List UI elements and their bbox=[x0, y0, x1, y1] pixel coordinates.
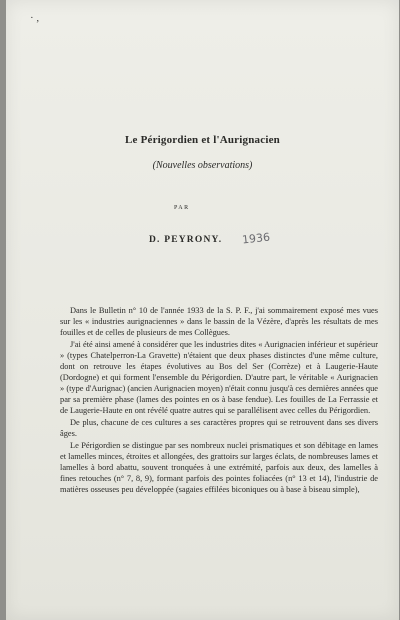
article-subtitle: (Nouvelles observations) bbox=[152, 160, 253, 171]
document-page bbox=[6, 0, 399, 620]
article-body bbox=[60, 305, 378, 495]
paragraph: J'ai été ainsi amené à considérer que les industries dites « Aurignacien inférieur et supérieur » (types Chatelperron-La Gravette) n'étaient que deux phases distinctes d'une même culture, dont on retrouve les étapes évolutives au Bos del Ser (Corrèze) et à Laugerie-Haute (Dordogne) et qui forment l'ensemble du Périgordien. D'autre part, le véritable « Aurignacien » (type d'Aurignac) (ancien Aurignacien moyen) n'était connu jusqu'à ces dernières années que par sa première phase (lames des pointes en os à base fendue). Les fouilles de La Ferrassie et de Laugerie-Haute en ont révélé quatre autres qui se parallélisent avec celles du Périgordien. bbox=[60, 340, 378, 415]
by-label: PAR bbox=[174, 205, 190, 211]
paragraph: De plus, chacune de ces cultures a ses caractères propres qui se retrouvent dans ses divers âges. bbox=[60, 418, 378, 438]
handwritten-note: 1936 bbox=[241, 230, 271, 247]
article-title: Le Périgordien et l'Aurignacien bbox=[125, 134, 280, 146]
author-name: D. PEYRONY. bbox=[149, 235, 223, 245]
page-mark: · , bbox=[30, 12, 40, 24]
paragraph: Le Périgordien se distingue par ses nombreux nuclei prismatiques et son débitage en lames et lamelles minces, étroites et allongées, des grattoirs sur larges éclats, de nombreuses lames et lamelles à bord abattu, souvent tronquées à une extrémité, parfois aux deux, des lamelles à fines retouches (n° 7, 8, 9), formant parfois des pointes foliacées (n° 13 et 14), l'industrie de matières osseuses peu développée (sagaies effilées biconiques ou à base à biseau simple), bbox=[60, 441, 378, 494]
paragraph: Dans le Bulletin n° 10 de l'année 1933 de la S. P. F., j'ai sommairement exposé mes vues sur les « industries aurignaciennes » dans le bassin de la Vézère, d'après les résultats de mes fouilles et de celles de plusieurs de mes Collègues. bbox=[60, 306, 378, 337]
